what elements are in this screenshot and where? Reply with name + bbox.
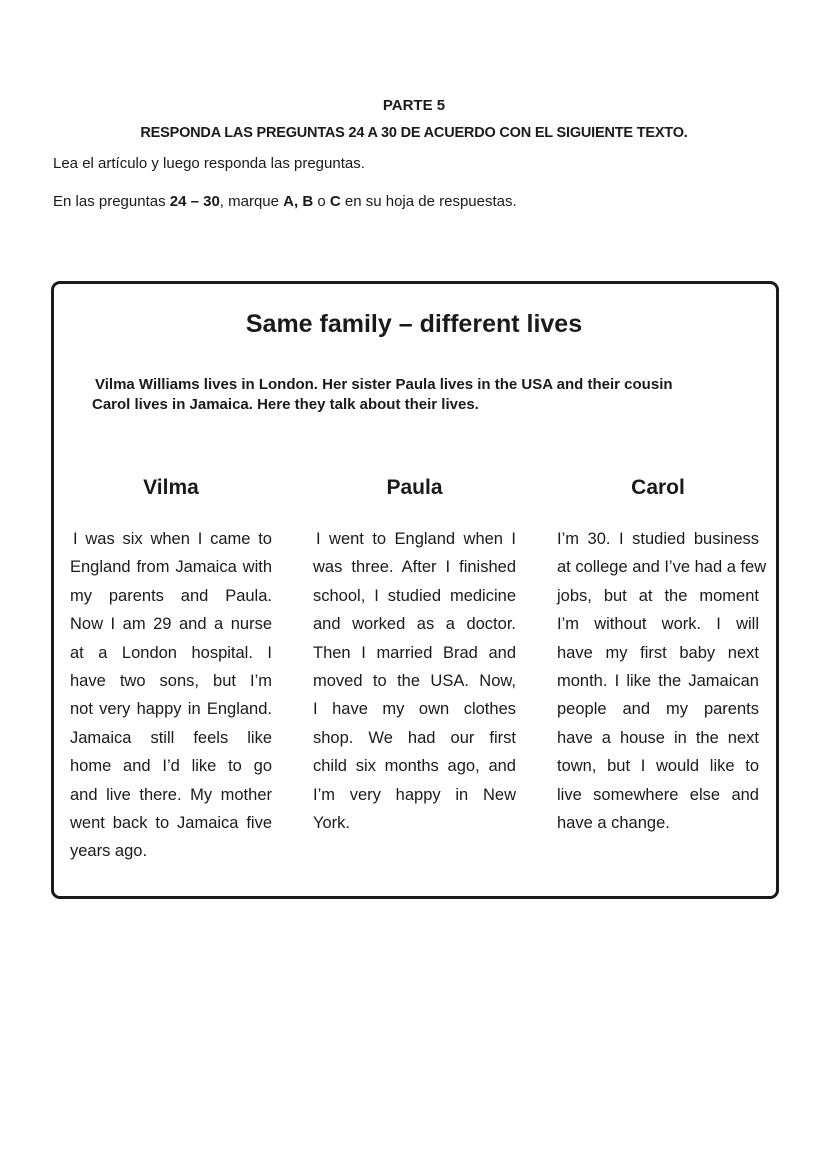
text-line: month. I like the Jamaican [557,672,759,691]
text-line: school, I studied medicine [313,586,516,605]
text-line: and live there. My mother [70,785,272,804]
instruction-text: o [313,193,330,210]
column-name-carol: Carol [631,476,685,499]
options-ab: A, B [283,193,314,210]
text-line: have a house in the next [557,728,759,747]
text-line: years ago. [70,842,148,861]
text-line: child six months ago, and [313,757,516,776]
text-line: have two sons, but I’m [70,672,272,691]
text-line: home and I’d like to go [70,757,272,776]
text-line: I’m very happy in New [313,785,516,804]
option-c: C [329,193,341,210]
text-line: not very happy in England. [70,700,272,719]
text-line: was three. After I finished [313,558,516,577]
text-line: my parents and Paula. [70,586,272,605]
article-title: Same family – different lives [245,310,583,338]
text-line: I’m without work. I will [557,615,759,634]
text-line: I was six when I came to [73,530,272,548]
text-line: moved to the USA. Now, [313,672,516,691]
text-line: I have my own clothes [313,700,516,719]
column-name-vilma: Vilma [143,476,199,499]
part-title: PARTE 5 [382,97,446,114]
question-range: 24 – 30 [169,193,220,210]
instruction-line-1: Lea el artículo y luego responda las preguntas. [53,155,365,172]
instruction-text: , marque [219,193,284,210]
text-line: and worked as a doctor. [313,615,516,634]
column-name-paula: Paula [386,476,443,499]
text-line: have a change. [557,814,670,833]
text-line: shop. We had our first [313,728,516,747]
text-line: I went to England when I [316,530,516,548]
text-line: at a London hospital. I [70,643,272,662]
text-line: town, but I would like to [557,757,759,776]
text-line: England from Jamaica with [70,558,272,577]
intro-line: Carol lives in Jamaica. Here they talk about their lives. [92,396,479,413]
text-line: went back to Jamaica five [70,814,272,833]
text-line: people and my parents [557,700,759,719]
text-line: jobs, but at the moment [557,586,759,605]
text-line: Now I am 29 and a nurse [70,615,272,634]
column-text-carol [557,525,767,837]
article-intro [92,375,742,415]
text-line: York. [313,814,350,833]
intro-line: Vilma Williams lives in London. Her sister Paula lives in the USA and their cousin [95,376,673,393]
text-line: live somewhere else and [557,785,759,804]
text-line: at college and I’ve had a few [557,558,767,577]
instructions-title: RESPONDA LAS PREGUNTAS 24 A 30 DE ACUERDO CON EL SIGUIENTE TEXTO. [140,125,688,141]
text-line: Jamaica still feels like [70,728,272,747]
instruction-line-2 [53,193,517,210]
column-text-vilma [70,525,272,866]
text-line: have my first baby next [557,643,759,662]
column-text-paula [313,525,516,837]
instruction-text: En las preguntas [53,193,170,210]
text-line: I’m 30. I studied business [557,530,759,548]
instruction-text: en su hoja de respuestas. [340,193,517,210]
text-line: Then I married Brad and [313,643,516,662]
